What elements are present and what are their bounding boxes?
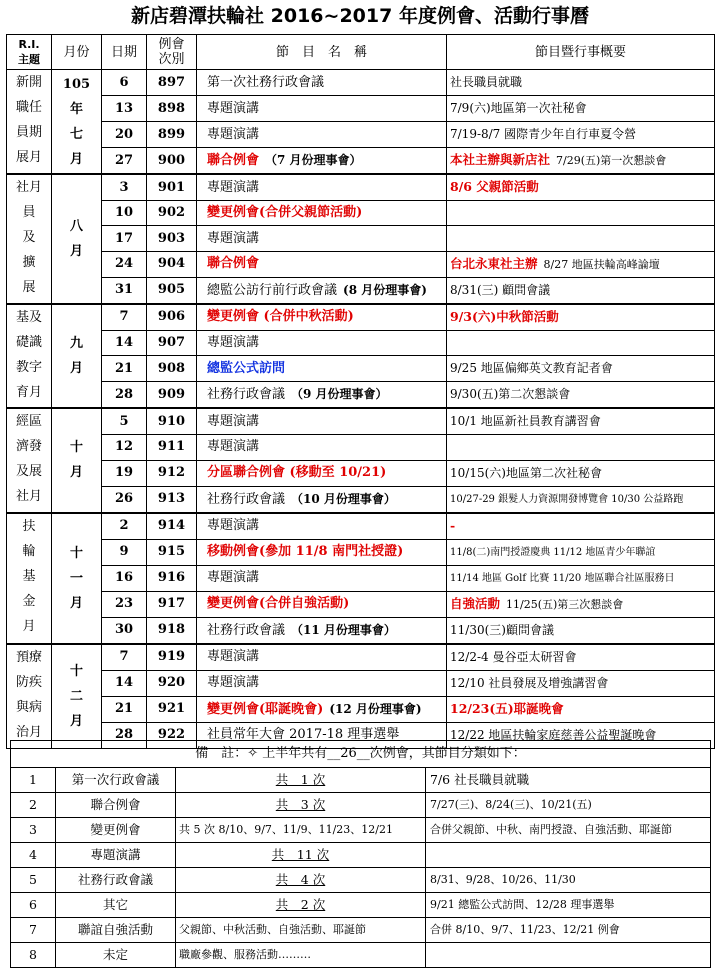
month-theme: 基及 礎識 教字 育月 <box>7 304 52 408</box>
schedule-row <box>7 591 715 617</box>
notes-text: 10/1 地區新社員教育講習會 <box>450 414 601 429</box>
notes-text: 12/10 社員發展及增強講習會 <box>450 675 609 690</box>
program-text: 專題演講 <box>207 518 260 534</box>
schedule-row <box>7 304 715 331</box>
summary-detail: 7/27(三)、8/24(三)、10/21(五) <box>426 793 711 818</box>
meeting-day: 13 <box>102 96 147 122</box>
notes-text: 11/8(二)南門授證慶典 11/12 地區青少年聯誼 <box>450 546 656 558</box>
program-notes <box>447 644 715 671</box>
program-name <box>197 539 447 565</box>
meeting-number: 914 <box>147 513 197 540</box>
month-theme: 扶 輪 基 金 月 <box>7 513 52 644</box>
meeting-day: 31 <box>102 277 147 304</box>
program-board-note: （11 月份理事會） <box>291 622 396 637</box>
summary-category: 其它 <box>56 893 176 918</box>
program-text: 聯合例會 <box>207 153 260 168</box>
summary-count <box>176 893 426 918</box>
program-name <box>197 122 447 148</box>
schedule-row <box>7 696 715 722</box>
meeting-number: 902 <box>147 201 197 226</box>
meeting-number: 900 <box>147 148 197 175</box>
meeting-number: 907 <box>147 330 197 355</box>
meeting-number: 909 <box>147 382 197 409</box>
meeting-number: 908 <box>147 356 197 382</box>
program-board-note: （9 月份理事會） <box>291 387 388 402</box>
notes-extra: 11/25(五)第三次懇談會 <box>506 597 624 611</box>
month-label: 九 月 <box>52 304 102 408</box>
summary-count: 共 5 次 8/10、9/7、11/9、11/23、12/21 <box>176 818 426 843</box>
summary-category: 未定 <box>56 943 176 968</box>
program-name <box>197 226 447 251</box>
summary-row <box>11 943 711 968</box>
program-name <box>197 201 447 226</box>
meeting-day: 7 <box>102 304 147 331</box>
schedule-row <box>7 435 715 460</box>
program-board-note: （10 月份理事會） <box>291 491 396 506</box>
program-notes <box>447 174 715 201</box>
program-notes <box>447 122 715 148</box>
meeting-day: 5 <box>102 408 147 435</box>
program-notes <box>447 356 715 382</box>
header-notes: 節目暨行事概要 <box>447 35 715 70</box>
program-text: 專題演講 <box>207 230 260 246</box>
summary-index: 4 <box>11 843 56 868</box>
program-text: 第一次社務行政會議 <box>207 74 325 90</box>
program-name <box>197 408 447 435</box>
meeting-number: 917 <box>147 591 197 617</box>
meeting-number: 920 <box>147 670 197 696</box>
notes-text: 12/23(五)耶誕晚會 <box>450 700 564 716</box>
program-text: 專題演講 <box>207 570 260 586</box>
meeting-day: 10 <box>102 201 147 226</box>
notes-text: 11/30(三)顧問會議 <box>450 622 554 637</box>
schedule-row <box>7 277 715 304</box>
notes-text: 8/31(三) 顧問會議 <box>450 282 551 297</box>
program-text: 社務行政會議 <box>207 622 286 638</box>
schedule-table <box>6 34 715 749</box>
month-label: 十 月 <box>52 408 102 512</box>
program-text: 社務行政會議 <box>207 491 286 507</box>
meeting-number: 897 <box>147 70 197 96</box>
program-name <box>197 435 447 460</box>
program-notes <box>447 226 715 251</box>
meeting-day: 9 <box>102 539 147 565</box>
schedule-header-row <box>7 35 715 70</box>
program-notes <box>447 539 715 565</box>
summary-category: 社務行政會議 <box>56 868 176 893</box>
program-text: 移動例會(參加 11/8 南門社授證) <box>207 544 404 560</box>
summary-count-text: 共 2 次 <box>275 897 326 912</box>
meeting-day: 3 <box>102 174 147 201</box>
schedule-row <box>7 201 715 226</box>
summary-index: 6 <box>11 893 56 918</box>
program-notes <box>447 696 715 722</box>
schedule-row <box>7 513 715 540</box>
meeting-day: 14 <box>102 330 147 355</box>
program-text: 專題演講 <box>207 100 260 116</box>
program-text: 聯合例會 <box>207 256 260 272</box>
program-name <box>197 644 447 671</box>
meeting-number: 921 <box>147 696 197 722</box>
summary-row <box>11 818 711 843</box>
program-notes <box>447 408 715 435</box>
program-text: 專題演講 <box>207 126 260 142</box>
schedule-row <box>7 382 715 409</box>
notes-text: 自強活動 <box>450 595 501 611</box>
program-board-note: (8 月份理事會) <box>343 282 427 297</box>
summary-category: 變更例會 <box>56 818 176 843</box>
meeting-day: 19 <box>102 460 147 486</box>
program-name <box>197 70 447 96</box>
schedule-row <box>7 356 715 382</box>
meeting-number: 922 <box>147 722 197 748</box>
summary-index: 3 <box>11 818 56 843</box>
schedule-row <box>7 148 715 175</box>
program-notes <box>447 201 715 226</box>
notes-text: 本社主辦與新店社 <box>450 152 551 167</box>
notes-text: 10/15(六)地區第二次社秘會 <box>450 465 602 480</box>
program-name <box>197 251 447 277</box>
schedule-row <box>7 644 715 671</box>
program-name <box>197 513 447 540</box>
summary-index: 1 <box>11 768 56 793</box>
header-program: 節 目 名 稱 <box>197 35 447 70</box>
program-text: 總監公訪行前行政會議 <box>207 282 338 298</box>
notes-text: 9/30(五)第二次懇談會 <box>450 387 571 402</box>
meeting-day: 14 <box>102 670 147 696</box>
summary-count-text: 共 4 次 <box>275 872 326 887</box>
meeting-day: 24 <box>102 251 147 277</box>
notes-text: 12/2-4 曼谷亞太研習會 <box>450 649 577 664</box>
meeting-day: 7 <box>102 644 147 671</box>
program-board-note: （7 月份理事會） <box>265 153 362 167</box>
meeting-day: 26 <box>102 486 147 513</box>
meeting-number: 901 <box>147 174 197 201</box>
program-notes <box>447 486 715 513</box>
summary-heading: 備 註：✧ 上半年共有__26__次例會，其節目分類如下： <box>11 741 711 768</box>
program-text: 變更例會(耶誕晚會) <box>207 701 324 717</box>
meeting-day: 28 <box>102 722 147 748</box>
month-theme: 預療 防疾 與病 治月 <box>7 644 52 749</box>
meeting-number: 906 <box>147 304 197 331</box>
meeting-day: 16 <box>102 565 147 591</box>
month-theme: 經區 濟發 及展 社月 <box>7 408 52 512</box>
summary-count <box>176 868 426 893</box>
program-text: 分區聯合例會 (移動至 10/21) <box>207 465 387 481</box>
schedule-row <box>7 408 715 435</box>
notes-text: 8/6 父親節活動 <box>450 179 539 194</box>
summary-table <box>10 740 711 968</box>
program-name <box>197 460 447 486</box>
meeting-day: 21 <box>102 696 147 722</box>
header-theme: R.I. 主題 <box>7 35 52 70</box>
meeting-day: 20 <box>102 122 147 148</box>
schedule-row <box>7 226 715 251</box>
summary-count: 職廠參觀、服務活動……… <box>176 943 426 968</box>
header-num: 例會 次別 <box>147 35 197 70</box>
program-notes <box>447 513 715 540</box>
document-title: 新店碧潭扶輪社 2016~2017 年度例會、活動行事曆 <box>131 5 589 27</box>
summary-index: 7 <box>11 918 56 943</box>
notes-text: 10/27-29 銀髮人力資源開發博覽會 10/30 公益路跑 <box>450 493 684 505</box>
program-notes <box>447 148 715 175</box>
schedule-row <box>7 617 715 644</box>
meeting-number: 915 <box>147 539 197 565</box>
program-name <box>197 277 447 304</box>
summary-row <box>11 843 711 868</box>
notes-text: 12/22 地區扶輪家庭慈善公益聖誕晚會 <box>450 727 657 742</box>
summary-row <box>11 918 711 943</box>
program-text: 變更例會(合併自強活動) <box>207 596 350 612</box>
schedule-row <box>7 460 715 486</box>
notes-text: - <box>450 517 456 533</box>
summary-count <box>176 768 426 793</box>
meeting-day: 30 <box>102 617 147 644</box>
schedule-row <box>7 174 715 201</box>
summary-detail: 合併 8/10、9/7、11/23、12/21 例會 <box>426 918 711 943</box>
summary-heading-row <box>11 741 711 768</box>
program-text: 變更例會 (合併中秋活動) <box>207 309 354 325</box>
meeting-number: 899 <box>147 122 197 148</box>
month-theme: 新開 職任 員期 展月 <box>7 70 52 175</box>
summary-index: 5 <box>11 868 56 893</box>
schedule-body <box>7 70 715 749</box>
schedule-row <box>7 565 715 591</box>
program-notes <box>447 617 715 644</box>
summary-count <box>176 793 426 818</box>
program-board-note: (12 月份理事會) <box>329 701 422 716</box>
summary-count-text: 共 11 次 <box>271 847 330 862</box>
summary-category: 聯誼自強活動 <box>56 918 176 943</box>
meeting-day: 21 <box>102 356 147 382</box>
schedule-row <box>7 539 715 565</box>
summary-category: 第一次行政會議 <box>56 768 176 793</box>
program-name <box>197 330 447 355</box>
schedule-row <box>7 251 715 277</box>
schedule-row <box>7 330 715 355</box>
program-name <box>197 174 447 201</box>
schedule-row <box>7 670 715 696</box>
summary-row <box>11 868 711 893</box>
notes-text: 11/14 地區 Golf 比賽 11/20 地區聯合社區服務日 <box>450 572 675 584</box>
program-text: 專題演講 <box>207 179 260 195</box>
program-text: 社務行政會議 <box>207 387 286 403</box>
program-name <box>197 670 447 696</box>
program-notes <box>447 70 715 96</box>
program-text: 專題演講 <box>207 675 260 691</box>
schedule-row <box>7 70 715 96</box>
program-text: 專題演講 <box>207 439 260 455</box>
program-text: 專題演講 <box>207 413 260 429</box>
meeting-number: 898 <box>147 96 197 122</box>
schedule-row <box>7 486 715 513</box>
program-notes <box>447 277 715 304</box>
meeting-day: 12 <box>102 435 147 460</box>
summary-row <box>11 893 711 918</box>
summary-count-text: 共 3 次 <box>275 797 326 812</box>
program-name <box>197 304 447 331</box>
meeting-number: 919 <box>147 644 197 671</box>
meeting-number: 913 <box>147 486 197 513</box>
month-label: 十 一 月 <box>52 513 102 644</box>
meeting-day: 23 <box>102 591 147 617</box>
program-notes <box>447 96 715 122</box>
summary-count: 父親節、中秋活動、自強活動、耶誕節 <box>176 918 426 943</box>
notes-text: 9/25 地區偏鄉英文教育記者會 <box>450 361 613 376</box>
program-text: 專題演講 <box>207 649 260 665</box>
summary-category: 聯合例會 <box>56 793 176 818</box>
meeting-number: 912 <box>147 460 197 486</box>
meeting-number: 916 <box>147 565 197 591</box>
meeting-number: 904 <box>147 251 197 277</box>
summary-index: 8 <box>11 943 56 968</box>
meeting-number: 903 <box>147 226 197 251</box>
program-name <box>197 486 447 513</box>
summary-row <box>11 793 711 818</box>
summary-detail: 8/31、9/28、10/26、11/30 <box>426 868 711 893</box>
meeting-day: 2 <box>102 513 147 540</box>
schedule-row <box>7 96 715 122</box>
summary-detail <box>426 843 711 868</box>
program-notes <box>447 251 715 277</box>
program-notes <box>447 382 715 409</box>
notes-text: 台北永東社主辦 <box>450 255 538 271</box>
summary-index: 2 <box>11 793 56 818</box>
program-name <box>197 591 447 617</box>
program-name <box>197 356 447 382</box>
meeting-number: 910 <box>147 408 197 435</box>
meeting-number: 905 <box>147 277 197 304</box>
summary-count-text: 共 1 次 <box>275 772 326 787</box>
month-theme: 社月 員 及 擴 展 <box>7 174 52 304</box>
summary-detail: 9/21 總監公式訪問、12/28 理事選舉 <box>426 893 711 918</box>
meeting-number: 911 <box>147 435 197 460</box>
notes-extra: 8/27 地區扶輪高峰論壇 <box>543 257 660 271</box>
header-day: 日期 <box>102 35 147 70</box>
program-notes <box>447 304 715 331</box>
month-label: 十 二 月 <box>52 644 102 749</box>
program-notes <box>447 591 715 617</box>
meeting-day: 28 <box>102 382 147 409</box>
program-text: 專題演講 <box>207 334 260 350</box>
notes-extra: 7/29(五)第一次懇談會 <box>556 154 667 167</box>
month-label: 八 月 <box>52 174 102 304</box>
program-notes <box>447 565 715 591</box>
program-name <box>197 382 447 409</box>
program-text: 社員常年大會 2017-18 理事選舉 <box>207 727 400 743</box>
program-name <box>197 565 447 591</box>
summary-count <box>176 843 426 868</box>
program-name <box>197 696 447 722</box>
notes-text: 7/19-8/7 國際青少年自行車夏令營 <box>450 127 637 141</box>
notes-text: 9/3(六)中秋節活動 <box>450 308 559 324</box>
program-name <box>197 148 447 175</box>
meeting-day: 6 <box>102 70 147 96</box>
summary-detail: 7/6 社長職員就職 <box>426 768 711 793</box>
program-text: 總監公式訪問 <box>207 360 286 376</box>
summary-row <box>11 768 711 793</box>
schedule-row <box>7 122 715 148</box>
summary-body <box>11 741 711 968</box>
notes-text: 社長職員就職 <box>450 75 523 89</box>
program-name <box>197 617 447 644</box>
meeting-day: 17 <box>102 226 147 251</box>
program-text: 變更例會(合併父親節活動) <box>207 205 363 221</box>
program-notes <box>447 435 715 460</box>
meeting-day: 27 <box>102 148 147 175</box>
month-label: 105 年 七 月 <box>52 70 102 175</box>
program-name <box>197 96 447 122</box>
header-month: 月份 <box>52 35 102 70</box>
summary-detail: 合併父親節、中秋、南門授證、自強活動、耶誕節 <box>426 818 711 843</box>
summary-detail <box>426 943 711 968</box>
program-notes <box>447 330 715 355</box>
program-notes <box>447 670 715 696</box>
notes-text: 7/9(六)地區第一次社秘會 <box>450 101 587 115</box>
program-notes <box>447 460 715 486</box>
meeting-number: 918 <box>147 617 197 644</box>
summary-category: 專題演講 <box>56 843 176 868</box>
